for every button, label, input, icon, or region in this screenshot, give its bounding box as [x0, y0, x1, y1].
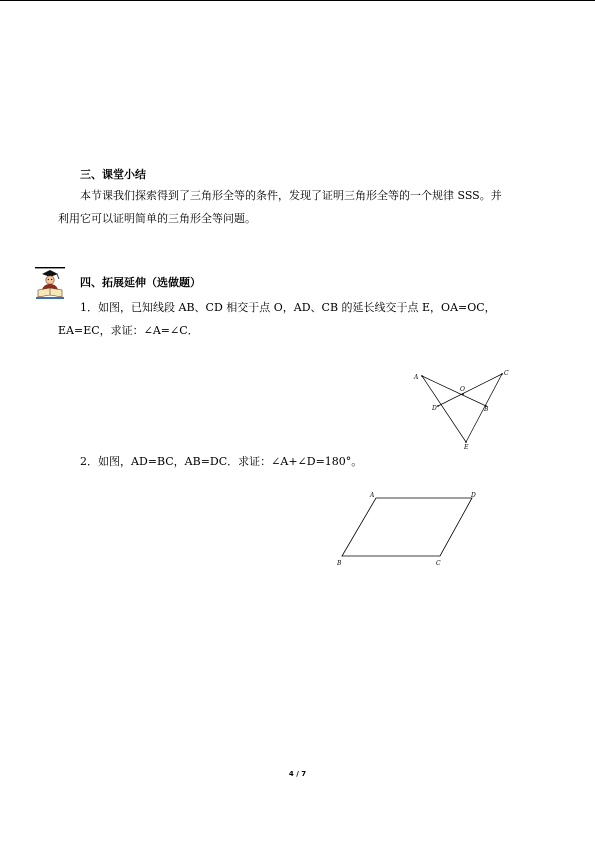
problem2-line1: 2．如图，AD=BC，AB=DC．求证：∠A+∠D=180°。: [80, 455, 363, 468]
problem1-line2: EA=EC，求证：∠A=∠C．: [58, 324, 199, 337]
problem1-line1: 1．如图，已知线段 AB、CD 相交于点 O，AD、CB 的延长线交于点 E，OA=OC，: [80, 301, 496, 314]
label-B: B: [484, 406, 489, 413]
label-B: B: [337, 560, 342, 567]
label-D: D: [471, 492, 476, 499]
section3-paragraph-line1: 本节课我们探索得到了三角形全等的条件，发现了证明三角形全等的一个规律 SSS。并: [80, 189, 502, 202]
label-A: A: [414, 374, 419, 381]
label-C: C: [436, 560, 441, 567]
problem2-figure: [332, 488, 484, 570]
section4-heading: 四、拓展延伸（选做题）: [80, 276, 201, 289]
section3-paragraph-line2: 利用它可以证明简单的三角形全等问题。: [58, 212, 256, 225]
segment-CD: [438, 374, 502, 406]
section3-heading: 三、课堂小结: [80, 168, 146, 181]
label-O: O: [460, 386, 465, 393]
label-D: D: [432, 405, 437, 412]
teacher-reading-icon: [32, 266, 68, 300]
label-C: C: [504, 370, 509, 377]
label-A: A: [370, 492, 375, 499]
page-number: 4 / 7: [288, 770, 307, 778]
top-rule: [0, 0, 595, 1]
label-E: E: [464, 444, 469, 451]
parallelogram-ABCD: [342, 498, 472, 556]
problem1-figure: [408, 364, 518, 452]
